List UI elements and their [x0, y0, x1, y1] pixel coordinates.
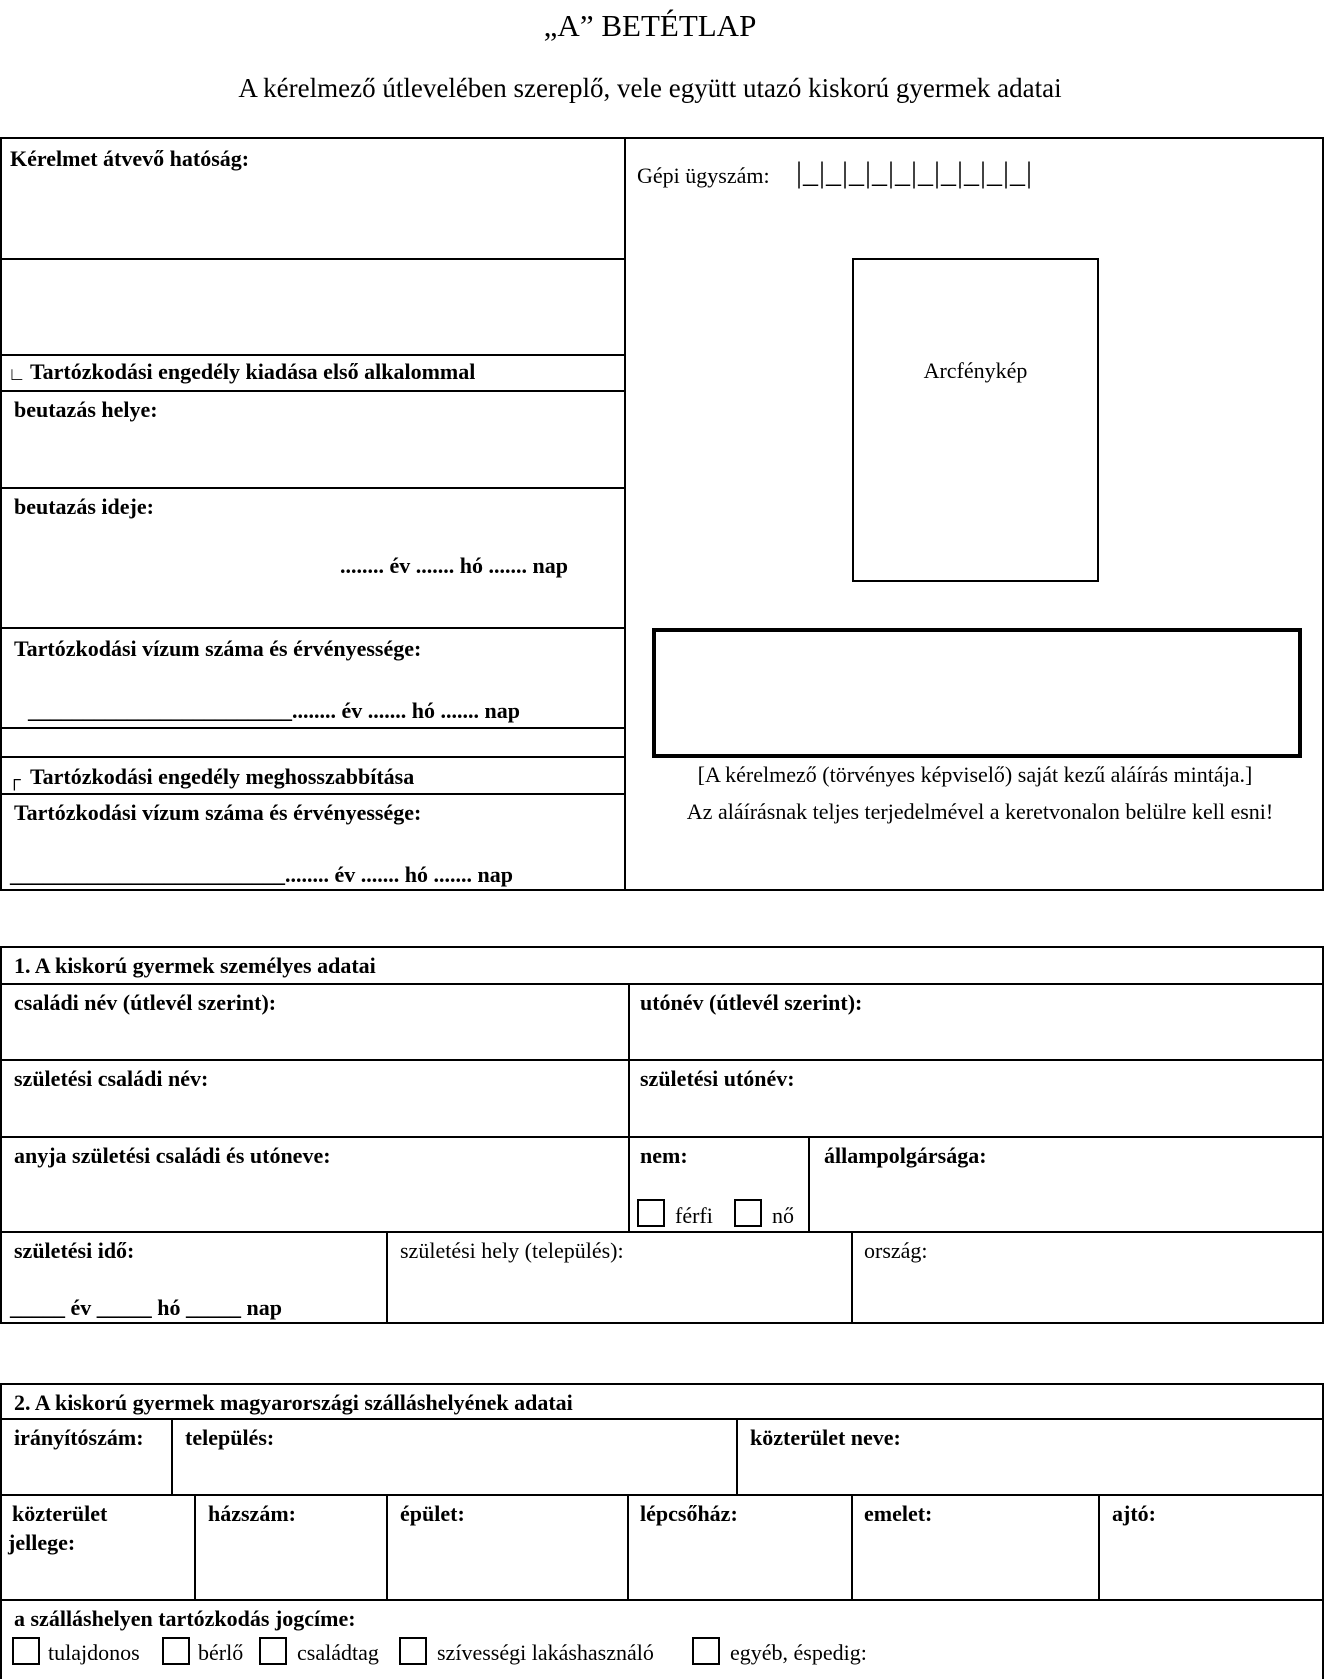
- door-label: ajtó:: [1112, 1501, 1156, 1526]
- case-number-boxes[interactable]: |_|_|_|_|_|_|_|_|_|_|: [796, 156, 1034, 189]
- option-family-member-label: családtag: [297, 1640, 379, 1665]
- option-other-label: egyéb, éspedig:: [730, 1640, 867, 1665]
- first-issue-label: Tartózkodási engedély kiadása első alkalommal: [30, 359, 476, 384]
- citizenship-label: állampolgársága:: [824, 1143, 987, 1168]
- page-subtitle: A kérelmező útlevelében szereplő, vele együtt utazó kiskorú gyermek adatai: [238, 73, 1062, 103]
- building-label: épület:: [400, 1501, 465, 1526]
- page-title: „A” BETÉTLAP: [543, 8, 757, 43]
- option-tenant-checkbox[interactable]: [162, 1637, 190, 1665]
- house-number-label: házszám:: [208, 1501, 296, 1526]
- case-number-label: Gépi ügyszám:: [637, 163, 770, 188]
- section1-heading: 1. A kiskorú gyermek személyes adatai: [14, 953, 376, 978]
- female-label: nő: [772, 1203, 794, 1228]
- signature-note-1: [A kérelmező (törvényes képviselő) saját kezű aláírás mintája.]: [697, 762, 1253, 787]
- checkbox-corner-icon: ∟: [8, 364, 26, 384]
- option-favor-user-checkbox[interactable]: [399, 1637, 427, 1665]
- legal-title-label: a szálláshelyen tartózkodás jogcíme:: [14, 1606, 356, 1631]
- checkbox-corner-icon: ┌: [8, 769, 21, 789]
- visa-label-2: Tartózkodási vízum száma és érvényessége:: [14, 800, 422, 825]
- photo-label: Arcfénykép: [923, 358, 1028, 383]
- extension-label: Tartózkodási engedély meghosszabbítása: [30, 764, 415, 789]
- street-type-label-line1: közterület: [12, 1501, 108, 1526]
- male-checkbox[interactable]: [637, 1199, 665, 1227]
- sex-label: nem:: [640, 1143, 688, 1168]
- option-family-member-checkbox[interactable]: [259, 1637, 287, 1665]
- photo-box: [852, 258, 1099, 582]
- birth-given-name-label: születési utónév:: [640, 1066, 795, 1091]
- birth-date-label: születési idő:: [14, 1238, 135, 1263]
- family-name-label: családi név (útlevél szerint):: [14, 990, 277, 1015]
- option-tenant-label: bérlő: [198, 1640, 244, 1665]
- signature-box[interactable]: [652, 628, 1302, 758]
- mother-name-label: anyja születési családi és utóneve:: [14, 1143, 331, 1168]
- option-owner-label: tulajdonos: [48, 1640, 140, 1665]
- country-label: ország:: [864, 1238, 928, 1263]
- visa-line-1: ________________________........ év ....... hó ....... nap: [28, 698, 520, 723]
- option-owner-checkbox[interactable]: [12, 1637, 40, 1665]
- option-other-checkbox[interactable]: [692, 1637, 720, 1665]
- birth-date-line: _____ év _____ hó _____ nap: [10, 1295, 282, 1320]
- authority-label: Kérelmet átvevő hatóság:: [10, 146, 250, 171]
- birth-place-label: születési hely (település):: [400, 1238, 624, 1263]
- visa-label-1: Tartózkodási vízum száma és érvényessége:: [14, 636, 422, 661]
- settlement-label: település:: [185, 1425, 275, 1450]
- entry-date-label: beutazás ideje:: [14, 494, 154, 519]
- section2-heading: 2. A kiskorú gyermek magyarországi szálláshelyének adatai: [14, 1390, 573, 1415]
- staircase-label: lépcsőház:: [640, 1501, 738, 1526]
- female-checkbox[interactable]: [734, 1199, 762, 1227]
- entry-place-label: beutazás helye:: [14, 397, 158, 422]
- signature-note-2: Az aláírásnak teljes terjedelmével a keretvonalon belülre kell esni!: [686, 799, 1274, 824]
- given-name-label: utónév (útlevél szerint):: [640, 990, 863, 1015]
- postcode-label: irányítószám:: [14, 1425, 144, 1450]
- male-label: férfi: [675, 1203, 713, 1228]
- visa-line-2: _________________________........ év ....... hó ....... nap: [10, 862, 513, 887]
- option-favor-user-label: szívességi lakáshasználó: [437, 1640, 654, 1665]
- floor-label: emelet:: [864, 1501, 933, 1526]
- street-name-label: közterület neve:: [750, 1425, 901, 1450]
- birth-family-name-label: születési családi név:: [14, 1066, 209, 1091]
- entry-date-line: ........ év ....... hó ....... nap: [340, 553, 568, 578]
- street-type-label-line2: jellege:: [8, 1530, 76, 1555]
